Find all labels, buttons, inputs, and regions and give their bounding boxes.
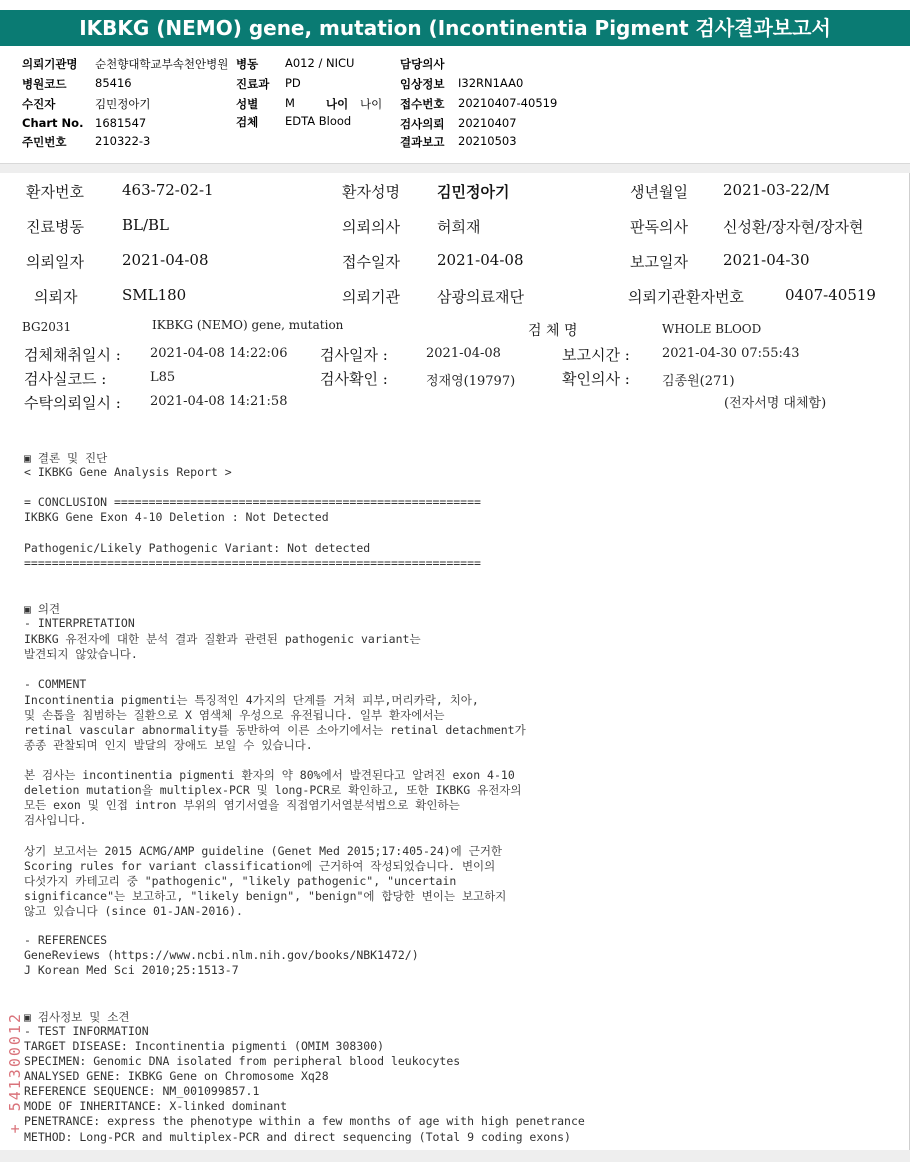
report-body-line: METHOD: Long-PCR and multiplex-PCR and direct sequencing (Total 9 coding exons) <box>24 1129 571 1144</box>
req-date-row-label: 의뢰일자 <box>26 253 84 271</box>
report-date-row-label: 보고일자 <box>630 253 688 271</box>
ward-value: A012 / NICU <box>285 56 355 70</box>
report-body-line: TARGET DISEASE: Incontinentia pigmenti (OMIM 308300) <box>24 1038 385 1053</box>
report-body-line: significance"는 보고하고, "likely benign", "benign"에 합당한 변이는 보고하지 <box>24 888 507 903</box>
signature-note: (전자서명 대체함) <box>724 396 827 411</box>
report-body-line: retinal vascular abnormality를 동반하여 이른 소아기에서는 retinal detachment가 <box>24 722 526 737</box>
bottom-band <box>0 1150 910 1162</box>
report-body-line: MODE OF INHERITANCE: X-linked dominant <box>24 1099 288 1114</box>
report-body-line: < IKBKG Gene Analysis Report > <box>24 465 232 480</box>
receiver-value: 김민정아기 <box>95 97 151 111</box>
test-date-label: 검사일자 : <box>320 346 388 364</box>
requester-label: 의뢰자 <box>34 288 78 306</box>
test-name: IKBKG (NEMO) gene, mutation <box>152 318 344 332</box>
report-body-line: ▣ 결론 및 진단 <box>24 451 108 465</box>
room-label: 검사실코드 : <box>24 370 107 388</box>
ward-row-label: 진료병동 <box>26 218 84 236</box>
pid-label: 환자번호 <box>26 183 84 201</box>
report-body-line: ANALYSED GENE: IKBKG Gene on Chromosome Xq28 <box>24 1069 329 1084</box>
sex-value: M <box>285 96 295 110</box>
report-body-line: = CONCLUSION ===================================================== <box>24 495 481 510</box>
report-body-line: - TEST INFORMATION <box>24 1023 149 1038</box>
accession-value: 20210407-40519 <box>458 96 558 110</box>
report-body-line: 및 손톱을 침범하는 질환으로 X 염색체 우성으로 유전됩니다. 일부 환자에서는 <box>24 707 445 722</box>
clinical-label: 임상정보 <box>400 77 445 91</box>
room-value: L85 <box>150 370 176 385</box>
report-body-line: ▣ 의견 <box>24 602 61 616</box>
report-body-line: 검사입니다. <box>24 813 87 828</box>
dept-value: PD <box>285 76 301 90</box>
accession-label: 접수번호 <box>400 97 445 111</box>
req-org-label: 의뢰기관 <box>342 288 400 306</box>
dob-label: 생년월일 <box>630 183 688 201</box>
section-separator <box>0 163 910 173</box>
report-body-line: ================================================================== <box>24 555 481 570</box>
confirm-label: 검사확인 : <box>320 370 388 388</box>
sex-label: 성별 <box>236 97 259 111</box>
resident-no-value: 210322-3 <box>95 134 151 148</box>
report-body-line: 상기 보고서는 2015 ACMG/AMP guideline (Genet Med 2015;17:405-24)에 근거한 <box>24 843 503 858</box>
ward-label: 병동 <box>236 57 259 71</box>
specimen-value: EDTA Blood <box>285 114 352 128</box>
report-body-line: SPECIMEN: Genomic DNA isolated from peripheral blood leukocytes <box>24 1054 461 1068</box>
report-time-label: 보고시간 : <box>562 346 630 364</box>
report-body-line: Incontinentia pigmenti는 특징적인 4가지의 단계를 거쳐 피부,머리카락, 치아, <box>24 692 479 707</box>
confirm-doctor-label: 확인의사 : <box>562 370 630 388</box>
report-body-line: - INTERPRETATION <box>24 616 135 631</box>
chart-no-label: Chart No. <box>22 116 84 130</box>
side-barcode-number: + 541300012 <box>6 1012 24 1134</box>
hosp-code-label: 병원코드 <box>22 77 67 91</box>
trust-label: 수탁의뢰일시 : <box>24 394 121 412</box>
trust-value: 2021-04-08 14:21:58 <box>150 394 288 409</box>
report-date-label: 결과보고 <box>400 135 445 149</box>
report-date-row-value: 2021-04-30 <box>723 251 810 269</box>
name-label: 환자성명 <box>342 183 400 201</box>
test-date-value: 2021-04-08 <box>426 346 501 361</box>
specimen-name-label: 검 체 명 <box>528 323 578 339</box>
report-body-line: 않고 있습니다 (since 01-JAN-2016). <box>24 904 243 918</box>
recv-date-value: 2021-04-08 <box>437 251 524 269</box>
report-body-line: 다섯가지 카테고리 중 "pathogenic", "likely pathogenic", "uncertain <box>24 873 457 888</box>
report-body-line: REFERENCE SEQUENCE: NM_001099857.1 <box>24 1084 260 1099</box>
resident-no-label: 주민번호 <box>22 135 67 149</box>
clinical-value: I32RN1AA0 <box>458 76 524 90</box>
test-code: BG2031 <box>22 320 72 334</box>
report-body-line: 발견되지 않았습니다. <box>24 647 138 662</box>
receiver-label: 수진자 <box>22 97 56 111</box>
name-value: 김민정아기 <box>437 183 510 201</box>
req-date-value: 20210407 <box>458 116 517 130</box>
pid-value: 463-72-02-1 <box>122 181 214 199</box>
req-doctor-value: 허희재 <box>437 218 481 236</box>
report-body-line: - REFERENCES <box>24 933 108 948</box>
report-body-line: 모든 exon 및 인접 intron 부위의 염기서열을 직접염기서열분석법으로 확인하는 <box>24 798 460 813</box>
dept-label: 진료과 <box>236 77 270 91</box>
collect-value: 2021-04-08 14:22:06 <box>150 346 288 361</box>
header-info <box>0 46 910 164</box>
age-label: 나이 <box>326 97 349 111</box>
report-body-line: IKBKG Gene Exon 4-10 Deletion : Not Detected <box>24 510 329 525</box>
org-label: 의뢰기관명 <box>22 57 78 71</box>
org-value: 순천향대학교부속천안병원 <box>95 57 229 71</box>
org-pid-value: 0407-40519 <box>785 286 876 304</box>
req-date-label: 검사의뢰 <box>400 117 445 131</box>
recv-date-label: 접수일자 <box>342 253 400 271</box>
report-body-line: Scoring rules for variant classification에 근거하여 작성되었습니다. 변이의 <box>24 858 496 873</box>
report-title: IKBKG (NEMO) gene, mutation (Incontinentia Pigment 검사결과보고서 <box>0 10 910 46</box>
report-date-value: 20210503 <box>458 134 517 148</box>
specimen-name-value: WHOLE BLOOD <box>662 322 762 336</box>
report-body-line: - COMMENT <box>24 676 87 691</box>
report-body-line: IKBKG 유전자에 대한 분석 결과 질환과 관련된 pathogenic variant는 <box>24 632 421 647</box>
ward-row-value: BL/BL <box>122 216 170 234</box>
age-value: 나이 <box>360 97 383 111</box>
report-body-line: deletion mutation을 multiplex-PCR 및 long-PCR로 확인하고, 또한 IKBKG 유전자의 <box>24 783 522 798</box>
dob-value: 2021-03-22/M <box>723 181 830 199</box>
reading-doctor-label: 판독의사 <box>630 218 688 236</box>
report-body-line: PENETRANCE: express the phenotype within a few months of age with high penetrance <box>24 1114 585 1129</box>
hosp-code-value: 85416 <box>95 76 132 90</box>
report-body-line: 종종 관찰되며 인지 발달의 장애도 보일 수 있습니다. <box>24 737 313 752</box>
confirm-value: 정재영(19797) <box>426 374 516 389</box>
doctor-label: 담당의사 <box>400 57 445 71</box>
req-doctor-label: 의뢰의사 <box>342 218 400 236</box>
reading-doctor-value: 신성환/장자현/장자현 <box>723 218 864 236</box>
requester-value: SML180 <box>122 286 187 304</box>
report-body-line: Pathogenic/Likely Pathogenic Variant: Not detected <box>24 540 371 555</box>
report-body-line: 본 검사는 incontinentia pigmenti 환자의 약 80%에서 발견된다고 알려진 exon 4-10 <box>24 768 515 783</box>
report-time-value: 2021-04-30 07:55:43 <box>662 346 800 361</box>
req-org-value: 삼광의료재단 <box>437 288 524 306</box>
specimen-label: 검체 <box>236 115 259 129</box>
confirm-doctor-value: 김종원(271) <box>662 374 735 389</box>
chart-no-value: 1681547 <box>95 116 147 130</box>
report-body-line: GeneReviews (https://www.ncbi.nlm.nih.gov/books/NBK1472/) <box>24 948 419 963</box>
org-pid-label: 의뢰기관환자번호 <box>628 288 744 306</box>
req-date-row-value: 2021-04-08 <box>122 251 209 269</box>
report-body-line: J Korean Med Sci 2010;25:1513-7 <box>24 963 239 978</box>
report-body-line: ▣ 검사정보 및 소견 <box>24 1009 130 1024</box>
collect-label: 검체채취일시 : <box>24 346 121 364</box>
